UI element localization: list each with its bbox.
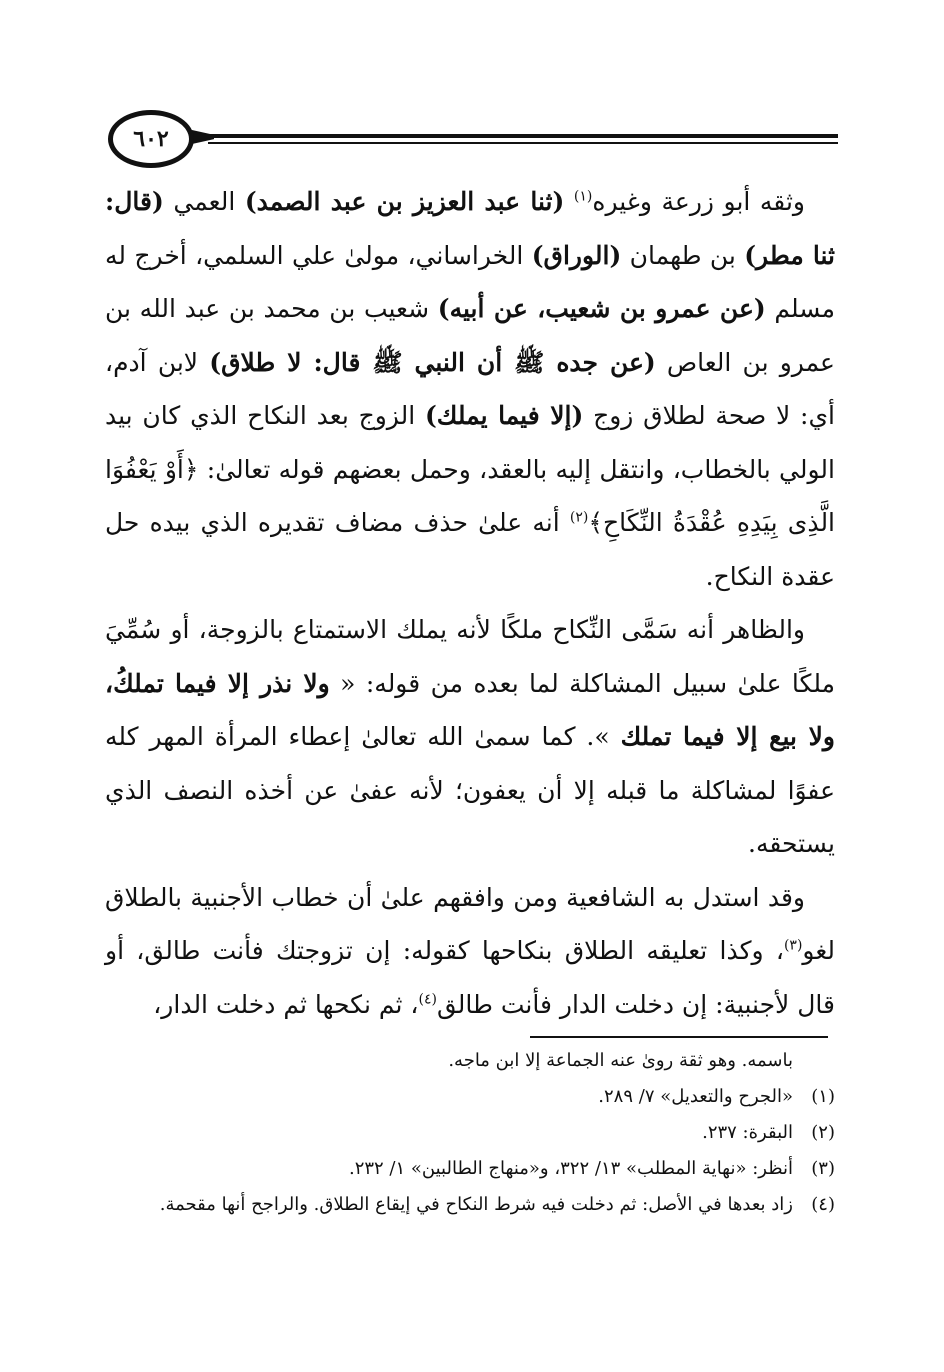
footnote-number: (٣) xyxy=(811,1158,835,1179)
hadith-quote: ولا نذر إلا فيما تملكُ، ولا بيع إلا فيما تملك xyxy=(105,668,835,751)
page-number: ٦٠٢ xyxy=(133,126,169,152)
footnote-ref-3[interactable]: (٣) xyxy=(783,937,803,954)
text-run: لابن آدم، أي: لا صحة لطلاق زوج xyxy=(105,347,835,430)
page-header xyxy=(108,110,838,170)
footnote-number: (٢) xyxy=(811,1122,835,1143)
footnote-text: «الجرح والتعديل» ٧/ ٢٨٩. xyxy=(598,1086,793,1107)
text-run: أنه علىٰ حذف مضاف تقديره الذي بيده حل عقدة النكاح. xyxy=(105,508,835,591)
paragraph-2 xyxy=(105,603,835,871)
paragraph-1 xyxy=(105,175,835,603)
footnote-item xyxy=(105,1079,835,1115)
text-run: وثقه أبو زرعة وغيره xyxy=(592,187,805,216)
footnote-number: (١) xyxy=(811,1086,835,1107)
header-rule-thick xyxy=(208,134,838,138)
paragraph-3 xyxy=(105,871,835,1032)
page-number-badge xyxy=(108,110,194,168)
text-run: العمي xyxy=(163,187,245,216)
footnote-number: (٤) xyxy=(811,1194,835,1215)
hadith-quote: (الوراق) xyxy=(531,240,622,270)
footnote-item xyxy=(105,1187,835,1223)
footnote-divider xyxy=(530,1036,828,1038)
main-text xyxy=(105,175,835,1031)
hadith-quote: (عن جده ﷺ أن النبي ﷺ قال: لا طلاق) xyxy=(209,347,656,377)
footnote-text: البقرة: ٢٣٧. xyxy=(702,1122,793,1143)
footnote-text: أنظر: «نهاية المطلب» ١٣/ ٣٢٢، و«منهاج الطالبين» ١/ ٢٣٢. xyxy=(348,1158,793,1179)
text-run: وقد استدل به الشافعية ومن وافقهم علىٰ أن خطاب الأجنبية بالطلاق لغو xyxy=(105,882,835,965)
footnote-ref-1[interactable]: (١) xyxy=(573,188,593,205)
text-run: بن طهمان xyxy=(621,240,745,270)
footnote-continuation: باسمه. وهو ثقة روىٰ عنه الجماعة إلا ابن ماجه. xyxy=(448,1050,793,1071)
footnote-ref-2[interactable]: (٢) xyxy=(569,509,589,526)
text-run: ، وكذا تعليقه الطلاق بنكاحها كقوله: إن تزوجتك فأنت طالق، أو قال لأجنبية: إن دخلت الدار فأنت طالق xyxy=(105,936,835,1019)
text-run: شعيب بن محمد بن عبد الله بن عمرو بن العاص xyxy=(105,294,835,377)
hadith-quote: (ثنا عبد العزيز بن عبد الصمد) xyxy=(244,187,565,216)
header-rule-thin xyxy=(208,142,838,144)
quran-verse-run: الزوج بعد النكاح الذي كان بيد الولي بالخطاب، وانتقل إليه بالعقد، وحمل بعضهم قوله تعالىٰ: ﴿أَوْ يَعْفُوَا الَّذِى بِيَدِهِ عُقْدَةُ النِّكَاحِ﴾ xyxy=(105,401,836,537)
text-run xyxy=(564,187,574,216)
text-run: والظاهر أنه سَمَّى النِّكاح ملكًا لأنه يملك الاستمتاع بالزوجة، أو سُمِّيَ ملكًا علىٰ سبيل المشاكلة لما بعده من قوله: « xyxy=(105,615,835,698)
hadith-quote: (قال: ثنا مطر) xyxy=(105,187,835,270)
footnotes xyxy=(105,1043,835,1223)
footnote-item xyxy=(105,1151,835,1187)
hadith-quote: (إلا فيما يملك) xyxy=(424,401,584,430)
footnote-item xyxy=(105,1115,835,1151)
footnote-ref-4[interactable]: (٤) xyxy=(418,991,437,1008)
text-run: ، ثم نكحها ثم دخلت الدار، xyxy=(153,989,419,1019)
text-run: الخراساني، مولىٰ علي السلمي، أخرج له مسلم xyxy=(105,240,835,323)
footnote-text: زاد بعدها في الأصل: ثم دخلت فيه شرط النكاح في إيقاع الطلاق. والراجح أنها مقحمة. xyxy=(159,1194,793,1215)
text-run: ». كما سمىٰ الله تعالىٰ إعطاء المرأة المهر كله عفوًا لمشاكلة ما قبله إلا أن يعفون؛ لأنه عفىٰ عن أخذه النصف الذي يستحقه. xyxy=(105,722,835,858)
hadith-quote: (عن عمرو بن شعيب، عن أبيه) xyxy=(437,294,766,323)
